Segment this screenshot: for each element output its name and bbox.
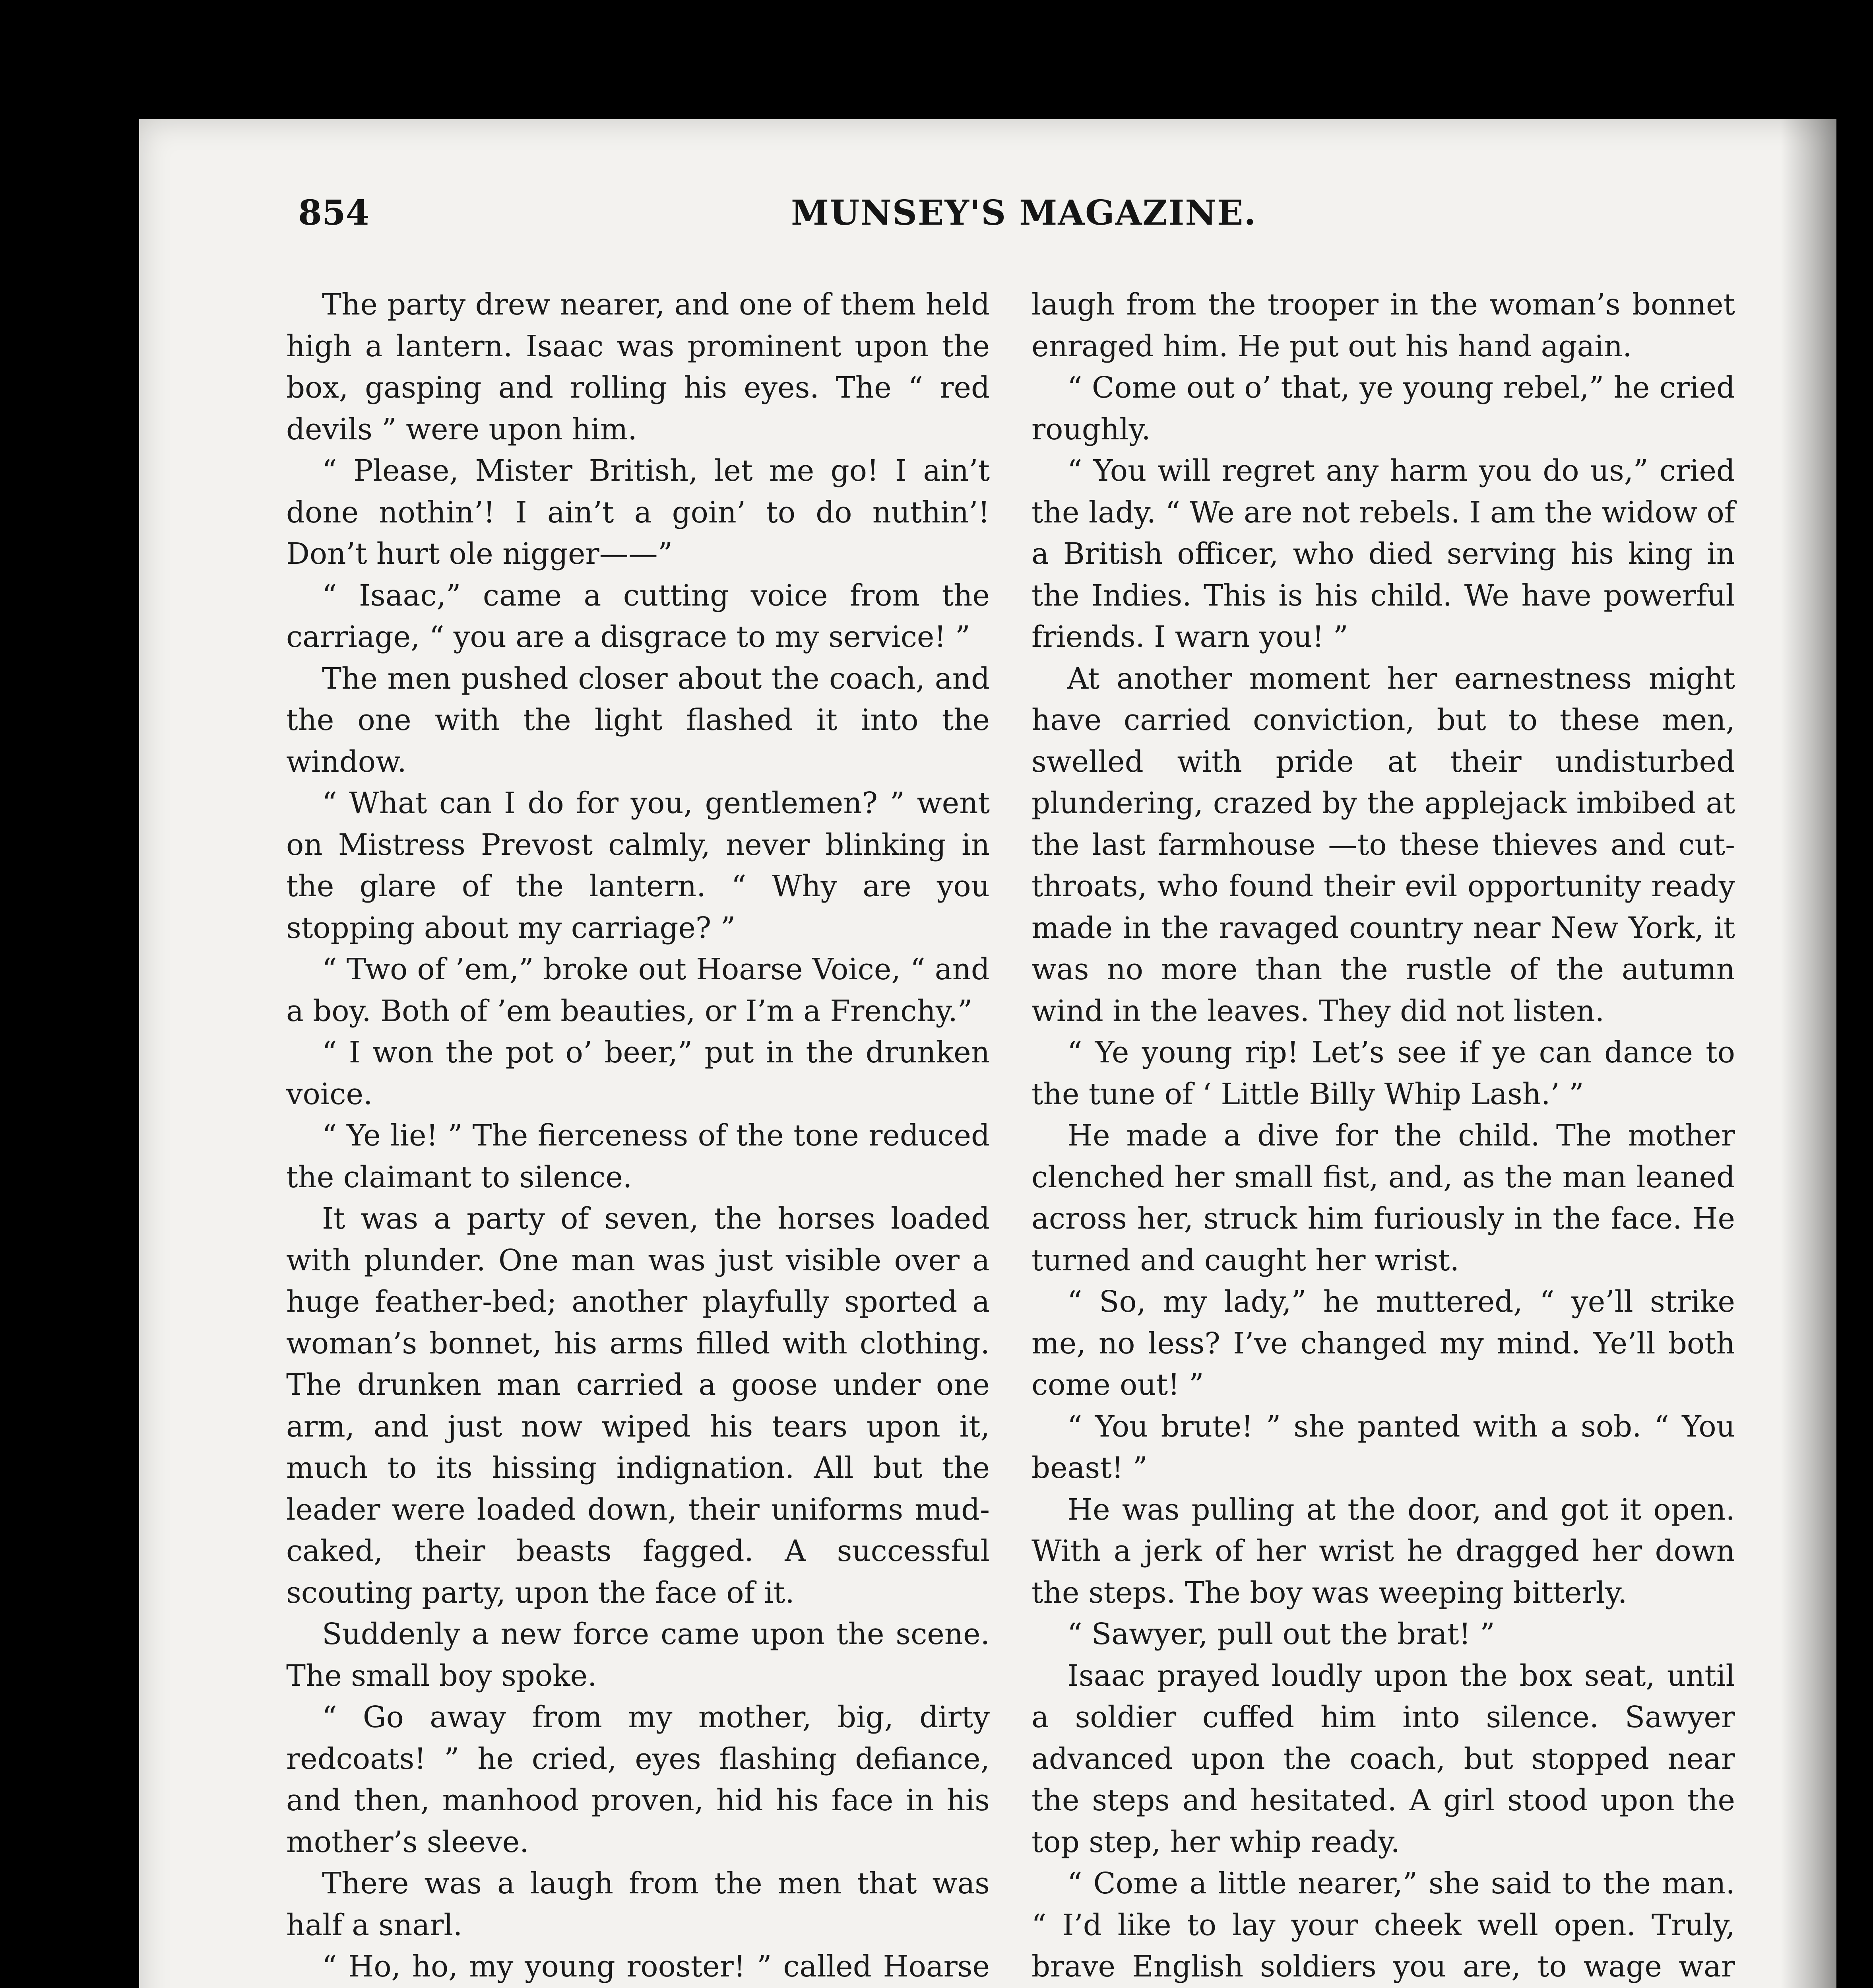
paragraph: “ Ye young rip! Let’s see if ye can dance to the tune of ‘ Little Billy Whip Lash.’ ”	[1032, 1036, 1735, 1111]
paragraph: There was a laugh from the men that was half a snarl.	[286, 1867, 990, 1942]
paragraph: “ Ye lie! ” The fierceness of the tone reduced the claimant to silence.	[286, 1119, 990, 1194]
running-title: MUNSEY'S MAGAZINE.	[791, 193, 1257, 233]
paragraph: “ Ho, ho, my young rooster! ” called Hoarse	[322, 1950, 990, 1984]
page-spine-shadow	[1781, 119, 1836, 1988]
paragraph: He was pulling at the door, and got it open. With a jerk of her wrist he dragged her down the steps. The boy was weeping bitterly.	[1032, 1493, 1735, 1610]
paragraph: Suddenly a new force came upon the scene. The small boy spoke.	[286, 1617, 990, 1693]
paragraph: The men pushed closer about the coach, and the one with the light flashed it into the window.	[286, 662, 990, 779]
right-column	[1032, 284, 1735, 1988]
paragraph: “ You brute! ” she panted with a sob. “ You beast! ”	[1032, 1409, 1735, 1485]
paragraph: “ Come a little nearer,” she said to the man. “ I’d like to lay your cheek well open. Truly, brave English soldiers you are, to wage war	[1032, 1867, 1735, 1984]
paragraph: “ What can I do for you, gentlemen? ” went on Mistress Prevost calmly, never blinking in the glare of the lantern. “ Why are you stopping about my carriage? ”	[286, 786, 990, 945]
paragraph: “ I won the pot o’ beer,” put in the drunken voice.	[286, 1036, 990, 1111]
paragraph: laugh from the trooper in the woman’s bonnet enraged him. He put out his hand again.	[1032, 288, 1735, 363]
page-number: 854	[298, 193, 370, 233]
paragraph: “ Sawyer, pull out the brat! ”	[1067, 1617, 1495, 1651]
paragraph: “ Two of ’em,” broke out Hoarse Voice, “ and a boy. Both of ’em beauties, or I’m a Frenchy.”	[286, 953, 990, 1028]
paragraph: “ Go away from my mother, big, dirty redcoats! ” he cried, eyes flashing defiance, and then, manhood proven, hid his face in his mother’s sleeve.	[286, 1701, 990, 1859]
paragraph: “ Come out o’ that, ye young rebel,” he cried roughly.	[1032, 371, 1735, 447]
paragraph: “ Please, Mister British, let me go! I ain’t done nothin’! I ain’t a goin’ to do nuthin’! Don’t hurt ole nigger——”	[286, 454, 990, 571]
paragraph: Isaac prayed loudly upon the box seat, until a soldier cuffed him into silence. Sawyer advanced upon the coach, but stopped near the steps and hesitated. A girl stood upon the top step, her whip ready.	[1032, 1659, 1735, 1859]
paragraph: It was a party of seven, the horses loaded with plunder. One man was just visible over a huge feather-bed; another playfully sported a woman’s bonnet, his arms filled with clothing. The drunken man carried a goose under one arm, and just now wiped his tears upon it, much to its hissing indignation. All but the leader were loaded down, their uniforms mud-caked, their beasts fagged. A successful scouting party, upon the face of it.	[286, 1202, 990, 1610]
paragraph: The party drew nearer, and one of them held high a lantern. Isaac was prominent upon the box, gasping and rolling his eyes. The “ red devils ” were upon him.	[286, 288, 990, 447]
page-header	[298, 193, 1351, 252]
magazine-page	[139, 119, 1836, 1988]
paragraph: At another moment her earnestness might have carried conviction, but to these men, swelled with pride at their undisturbed plundering, crazed by the applejack imbibed at the last farmhouse —to these thieves and cut-throats, who found their evil opportunity ready made in the ravaged country near New York, it was no more than the rustle of the autumn wind in the leaves. They did not listen.	[1032, 662, 1735, 1028]
paragraph: “ You will regret any harm you do us,” cried the lady. “ We are not rebels. I am the widow of a British officer, who died serving his king in the Indies. This is his child. We have powerful friends. I warn you! ”	[1032, 454, 1735, 654]
paragraph: “ Isaac,” came a cutting voice from the carriage, “ you are a disgrace to my service! ”	[286, 579, 990, 654]
paragraph: He made a dive for the child. The mother clenched her small fist, and, as the man leaned across her, struck him furiously in the face. He turned and caught her wrist.	[1032, 1119, 1735, 1277]
left-column	[286, 284, 990, 1988]
paragraph: “ So, my lady,” he muttered, “ ye’ll strike me, no less? I’ve changed my mind. Ye’ll both come out! ”	[1032, 1285, 1735, 1402]
